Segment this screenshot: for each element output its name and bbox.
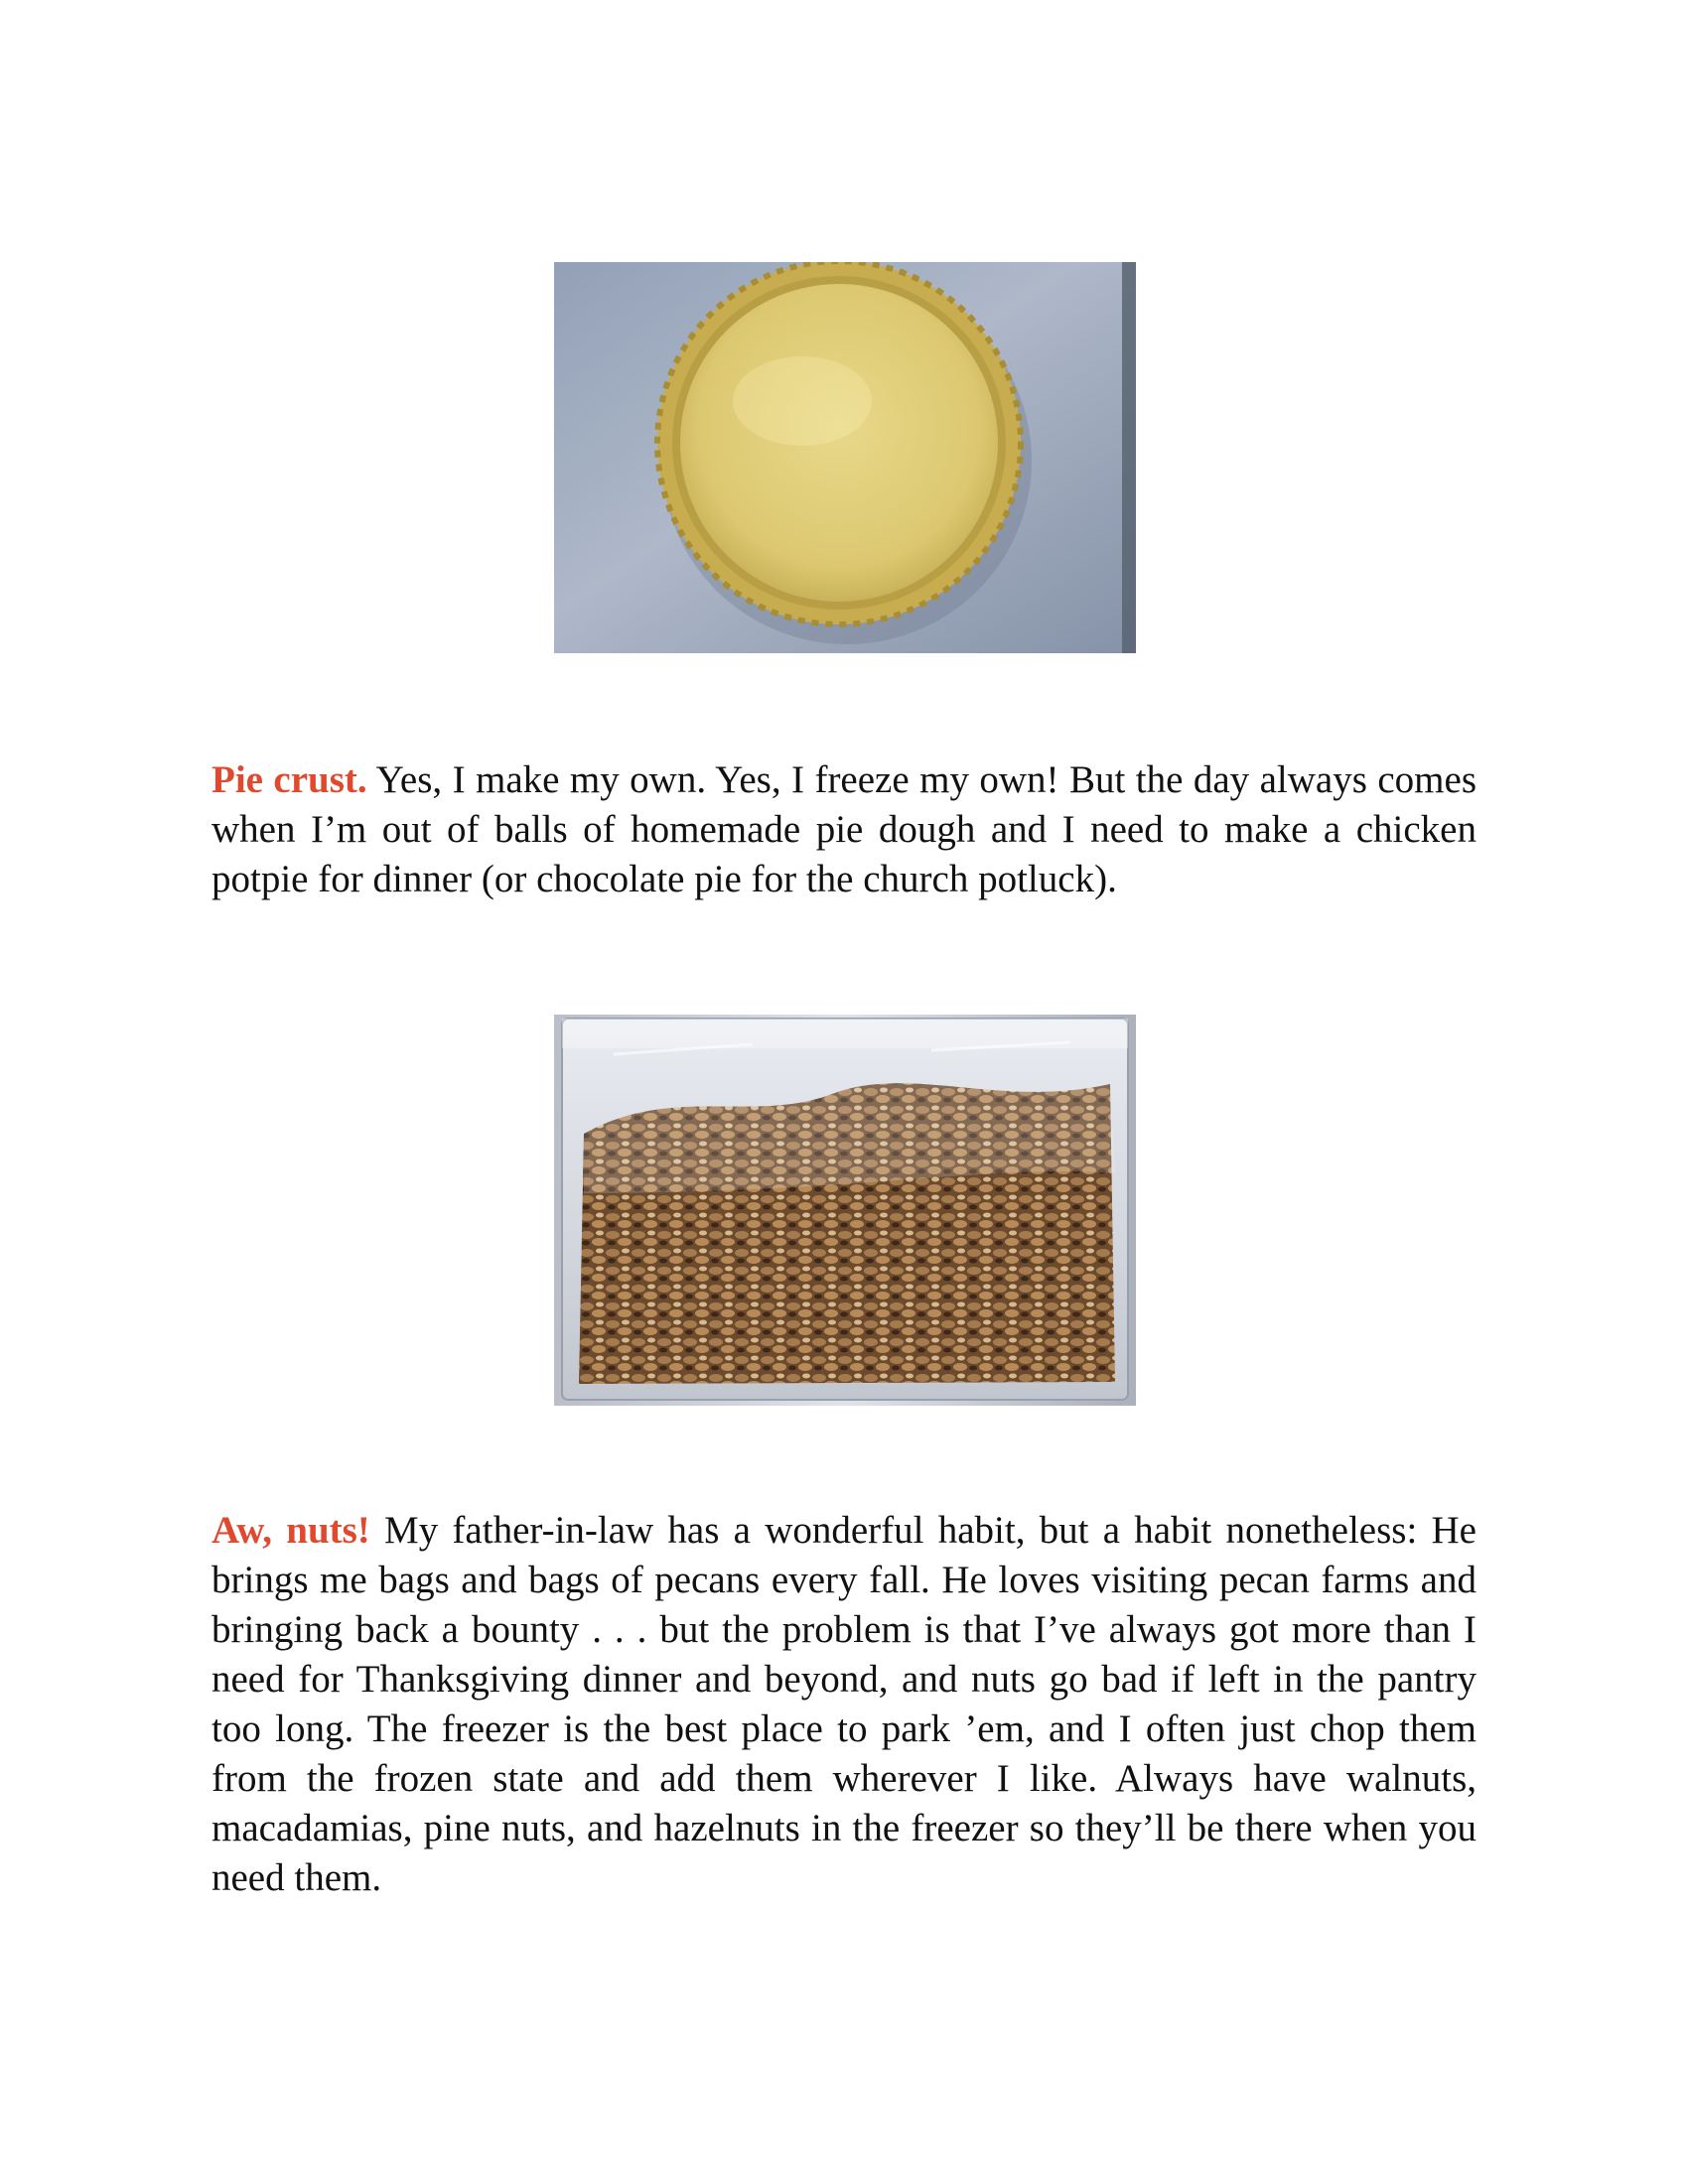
nuts-heading: Aw, nuts! xyxy=(211,1509,370,1552)
pecans-bag-photo xyxy=(554,1015,1136,1406)
pie-crust-body: Yes, I make my own. Yes, I freeze my own! But the day always comes when I’m out of balls of homemade pie dough and I need to make a chicken potpie for dinner (or chocolate pie for the church potluck). xyxy=(211,758,1477,900)
pie-crust-photo xyxy=(554,262,1136,653)
nuts-body: My father-in-law has a wonderful habit, but a habit nonetheless: He brings me bags and bags of pecans every fall. He loves visiting pecan farms and bringing back a bounty . . . but the problem is that I’ve always got more than I need for Thanksgiving dinner and beyond, and nuts go bad if left in the pantry too long. The freezer is the best place to park ’em, and I often just chop them from the frozen state and add them wherever I like. Always have walnuts, macadamias, pine nuts, and hazelnuts in the freezer so they’ll be there when you need them. xyxy=(211,1509,1477,1899)
pie-crust-paragraph xyxy=(211,755,1477,904)
nuts-paragraph xyxy=(211,1506,1477,1903)
pie-crust-heading: Pie crust. xyxy=(211,758,367,801)
